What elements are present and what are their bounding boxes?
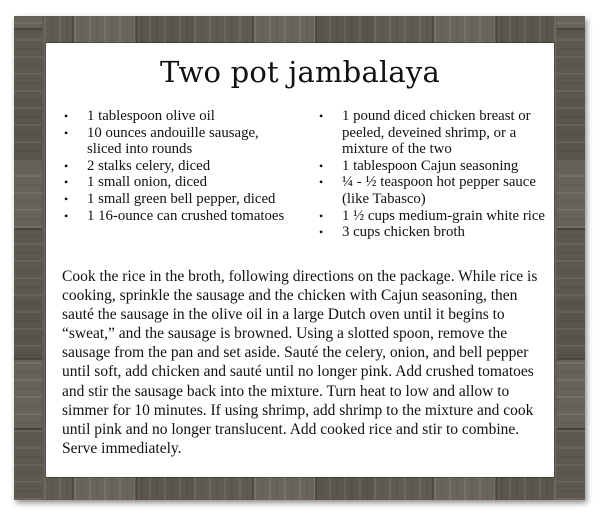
ingredient-item: • 1 tablespoon olive oil [62,108,296,125]
frame-right-edge [557,16,585,500]
recipe-title: Two pot jambalaya [160,55,440,89]
recipe-card [46,43,554,477]
ingredient-item: • ¼ - ½ teaspoon hot pepper sauce (like Tabasco) [317,174,547,207]
ingredients-list-right [317,108,547,241]
ingredient-item: • 1 ½ cups medium-grain white rice [317,208,547,225]
ingredient-item: • 1 16-ounce can crushed tomatoes [62,208,296,225]
frame-left-edge [14,16,42,500]
ingredient-item: • 1 pound diced chicken breast or peeled, deveined shrimp, or a mixture of the two [317,108,547,158]
ingredients-list-left [62,108,296,224]
recipe-instructions: Cook the rice in the broth, following directions on the package. While rice is cooking, sprinkle the sausage and the chicken with Cajun seasoning, then sauté the sausage in the olive oil in a large Dutch oven until it begins to “sweat,” and the sausage is browned. Using a slotted spoon, remove the sausage from the pan and set aside. Sauté the celery, onion, and bell pepper until soft, add chicken and sauté until no longer pink. Add crushed tomatoes and stir the sausage back into the mixture. Turn heat to low and allow to simmer for 10 minutes. If using shrimp, add shrimp to the mixture and cook until pink and no longer translucent. Add cooked rice and stir to combine. Serve immediately. [62,268,538,457]
ingredient-item: • 2 stalks celery, diced [62,158,296,175]
ingredient-item: • 1 small onion, diced [62,174,296,191]
ingredient-item: • 10 ounces andouille sausage, sliced into rounds [62,125,296,158]
ingredient-item: • 1 tablespoon Cajun seasoning [317,158,547,175]
ingredient-item: • 1 small green bell pepper, diced [62,191,296,208]
ingredient-item: • 3 cups chicken broth [317,224,547,241]
